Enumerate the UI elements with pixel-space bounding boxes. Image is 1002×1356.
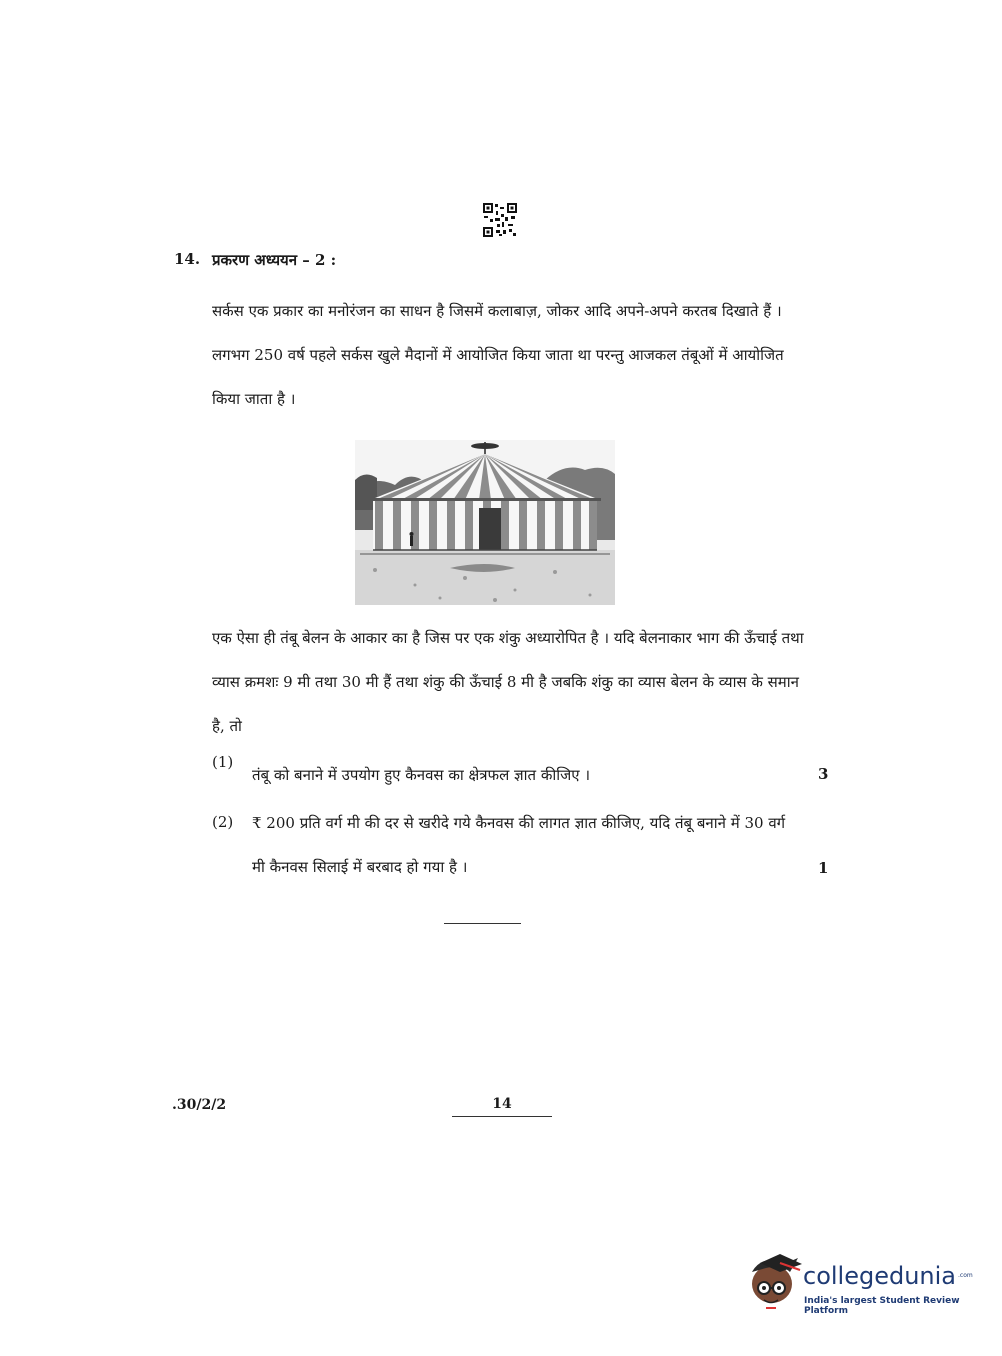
watermark-tagline: India's largest Student Review Platform xyxy=(804,1296,960,1316)
part-1-text: तंबू को बनाने में उपयोग हुए कैनवस का क्षेत्रफल ज्ञात कीजिए । xyxy=(252,766,591,784)
part-2-marks: 1 xyxy=(818,859,829,877)
part-2-text: ₹ 200 प्रति वर्ग मी की दर से खरीदे गये कैनवस की लागत ज्ञात कीजिए, यदि तंबू बनाने में 30 वर्ग मी कैनवस सिलाई में बरबाद हो गया है । xyxy=(252,814,786,876)
qr-code-icon xyxy=(482,202,518,238)
intro-paragraph: सर्कस एक प्रकार का मनोरंजन का साधन है जिसमें कलाबाज़, जोकर आदि अपने-अपने करतब दिखाते हैं । लगभग 250 वर्ष पहले सर्कस खुले मैदानों में आयोजित किया जाता था परन्तु आजकल तंबूओं में आयोजित किया जाता है । xyxy=(212,302,784,408)
part-2-label: (2) xyxy=(212,813,234,831)
question-number: 14. xyxy=(174,250,201,268)
watermark-brand: collegedunia xyxy=(803,1262,957,1290)
watermark-domain: .com xyxy=(958,1272,973,1279)
question-title: प्रकरण अध्ययन – 2 : xyxy=(212,251,337,269)
page-number: 14 xyxy=(452,1096,552,1117)
end-divider xyxy=(444,923,521,924)
part-1-marks: 3 xyxy=(818,765,829,783)
paper-code: .30/2/2 xyxy=(172,1097,227,1113)
tent-details-paragraph: एक ऐसा ही तंबू बेलन के आकार का है जिस पर एक शंकु अध्यारोपित है । यदि बेलनाकार भाग की ऊँचाई तथा व्यास क्रमशः 9 मी तथा 30 मी हैं तथा शंकु की ऊँचाई 8 मी है जबकि शंकु का व्यास बेलन के व्यास के समान है, तो xyxy=(212,629,804,735)
circus-tent-photo xyxy=(355,440,615,605)
part-1-label: (1) xyxy=(212,753,234,771)
